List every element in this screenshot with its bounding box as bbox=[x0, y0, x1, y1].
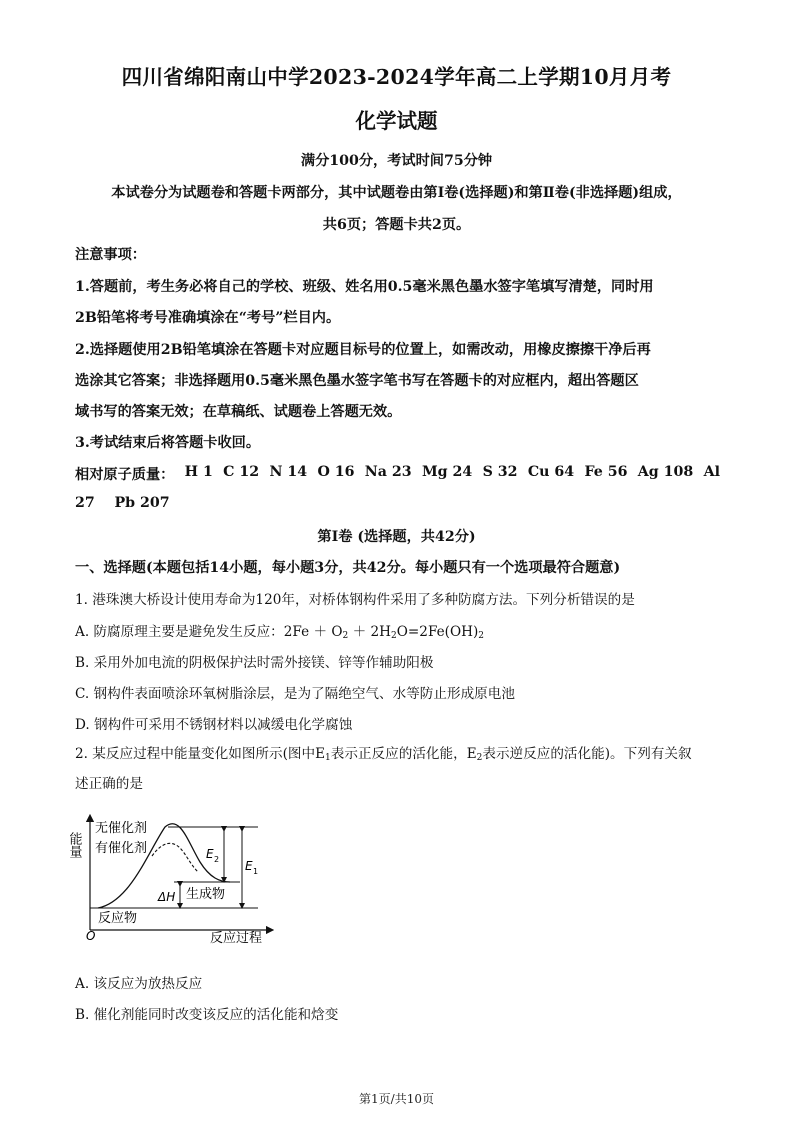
q1-option-b: B. 采用外加电流的阴极保护法时需外接镁、锌等作辅助阳极 bbox=[75, 655, 434, 671]
atomic-mass-item: Na 23 bbox=[364, 464, 412, 480]
reactant-label: 反应物 bbox=[98, 911, 138, 926]
atomic-mass-item: S 32 bbox=[482, 464, 518, 480]
notice-item2-line1: 2.选择题使用2B铅笔填涂在答题卡对应题目标号的位置上，如需改动，用橡皮擦擦干净后再 bbox=[75, 342, 651, 358]
paper-desc-1: 本试卷分为试题卷和答题卡两部分，其中试题卷由第Ⅰ卷(选择题)和第Ⅱ卷(非选择题)组成， bbox=[111, 185, 682, 201]
x-axis-label: 反应过程 bbox=[210, 931, 263, 946]
q1-option-a: A. 防腐原理主要是避免发生反应：$2Fe + O_2 + 2H_2O=2Fe(OH)_2$ bbox=[75, 624, 485, 641]
q2-stem-line1: 2. 某反应过程中能量变化如图所示(图中$E_1$表示正反应的活化能，$E_2$表示逆反应的活化能)。下列有关叙 bbox=[75, 746, 692, 763]
e1-label: E bbox=[245, 859, 253, 873]
e1-sub: 1 bbox=[253, 867, 259, 876]
e2-sub: 2 bbox=[214, 855, 220, 864]
page-number: 第1页/共10页 bbox=[359, 1092, 434, 1106]
product-label: 生成物 bbox=[186, 887, 226, 902]
q1-option-d: D. 钢构件可采用不锈钢材料以减缓电化学腐蚀 bbox=[75, 717, 353, 733]
q2-option-a: A. 该反应为放热反应 bbox=[75, 976, 203, 992]
notice-item3: 3.考试结束后将答题卡收回。 bbox=[75, 435, 261, 451]
atomic-masses-continued: 27 Pb 207 bbox=[75, 495, 170, 511]
atomic-mass-item: Ag 108 bbox=[637, 464, 694, 480]
notice-item1-line1: 1.答题前，考生务必将自己的学校、班级、姓名用0.5毫米黑色墨水签字笔填写清楚，同时用 bbox=[75, 279, 654, 295]
section1-instruction: 一、选择题(本题包括14小题，每小题3分，共42分。每小题只有一个选项最符合题意) bbox=[75, 560, 621, 576]
origin-label: O bbox=[86, 929, 96, 943]
catalyst-curve bbox=[152, 843, 198, 872]
atomic-mass-item: Cu 64 bbox=[527, 464, 575, 480]
catalyst-label: 有催化剂 bbox=[95, 841, 148, 856]
section1-heading: 第Ⅰ卷 (选择题，共42分) bbox=[317, 529, 476, 545]
y-axis-label: 能量 bbox=[66, 832, 82, 858]
q2-stem-line2: 述正确的是 bbox=[75, 776, 143, 792]
atomic-masses-row bbox=[75, 464, 720, 484]
q1-stem: 1. 港珠澳大桥设计使用寿命为120年，对桥体钢构件采用了多种防腐方法。下列分析错误的是 bbox=[75, 592, 635, 608]
notice-item2-line3: 域书写的答案无效；在草稿纸、试题卷上答题无效。 bbox=[75, 404, 402, 420]
delta-h-label: ΔH bbox=[158, 890, 176, 904]
exam-title: 四川省绵阳南山中学2023-2024学年高二上学期10月月考 bbox=[121, 65, 672, 89]
notice-item2-line2: 选涂其它答案；非选择题用0.5毫米黑色墨水签字笔书写在答题卡的对应框内，超出答题区 bbox=[75, 373, 639, 389]
exam-subtitle: 化学试题 bbox=[355, 109, 438, 133]
energy-diagram bbox=[66, 812, 280, 952]
paper-desc-2: 共6页；答题卡共2页。 bbox=[322, 217, 471, 233]
atomic-mass-item: Fe 56 bbox=[584, 464, 628, 480]
q1-option-c: C. 钢构件表面喷涂环氧树脂涂层，是为了隔绝空气、水等防止形成原电池 bbox=[75, 686, 515, 702]
atomic-mass-item: C 12 bbox=[223, 464, 260, 480]
atomic-mass-item: N 14 bbox=[269, 464, 308, 480]
atomic-masses-label: 相对原子质量： bbox=[75, 467, 175, 483]
q2-option-b: B. 催化剂能同时改变该反应的活化能和焓变 bbox=[75, 1007, 339, 1023]
atomic-mass-item: Al bbox=[703, 464, 720, 480]
atomic-mass-item: Mg 24 bbox=[421, 464, 473, 480]
notice-heading: 注意事项： bbox=[75, 247, 146, 263]
notice-item1-line2: 2B铅笔将考号准确填涂在“考号”栏目内。 bbox=[75, 310, 341, 326]
e2-label: E bbox=[206, 847, 214, 861]
score-time: 满分100分，考试时间75分钟 bbox=[300, 153, 493, 169]
atomic-mass-item: O 16 bbox=[317, 464, 355, 480]
atomic-mass-item: H 1 bbox=[184, 464, 213, 480]
no-catalyst-label: 无催化剂 bbox=[95, 821, 148, 836]
